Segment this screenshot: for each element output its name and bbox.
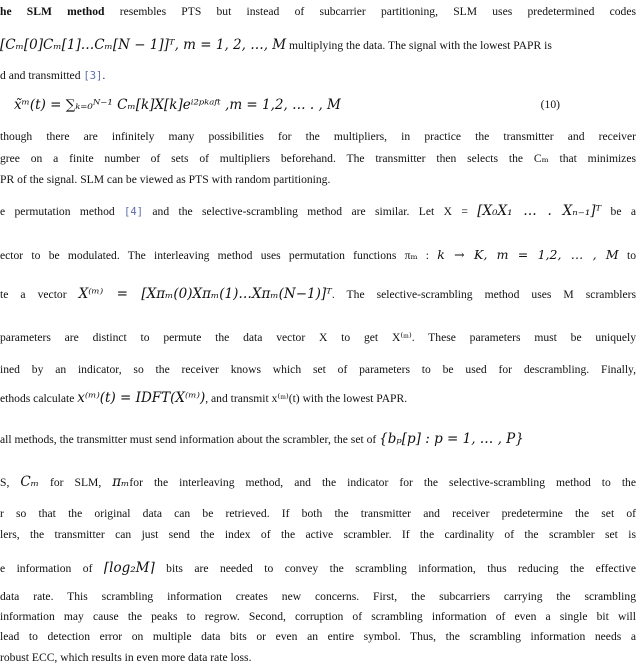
text-line xyxy=(0,37,636,53)
bold-term: he SLM method xyxy=(0,5,105,18)
text-line xyxy=(0,203,636,219)
text-span: resembles PTS but instead of subcarrier partitioning, SLM uses predetermined codes xyxy=(104,5,637,18)
text-line: though there are infinitely many possibilities for the multipliers, in practice the transmitter and receiver xyxy=(0,130,636,143)
text-line xyxy=(0,330,636,346)
text-line xyxy=(0,474,636,490)
text-line: robust ECC, which results in even more data rate loss. xyxy=(0,651,252,664)
text-line xyxy=(0,286,636,302)
text-line: information may cause the peaks to regrow. Second, corruption of scrambling information of even a single bit will xyxy=(0,610,636,623)
text-span: d and transmitted xyxy=(0,69,84,82)
text-line xyxy=(0,560,636,576)
math-expression: πₘ xyxy=(112,474,130,490)
text-span: . The selective-scrambling method uses M scramblers xyxy=(331,288,637,301)
text-line: data rate. This scrambling information creates new concerns. First, the subcarriers carrying the scrambling xyxy=(0,590,636,603)
math-expression: {bₚ[p] : p = 1, … , P} xyxy=(379,431,524,447)
text-line: gree on a finite number of sets of multipliers beforehand. The transmitter then selects the Cₘ that minimizes xyxy=(0,152,636,165)
text-line: PR of the signal. SLM can be viewed as PTS with random partitioning. xyxy=(0,173,331,186)
text-span: . xyxy=(102,69,106,82)
math-expression: Cₘ xyxy=(20,474,39,490)
equation: x̃ᵐ(t) = ∑ₖ₌₀ᴺ⁻¹ Cₘ[k]X[k]eⁱ²ᵖᵏᵃᶠᵗ ,m = 1,2, … . , M xyxy=(14,97,341,113)
citation-link[interactable]: [3] xyxy=(83,70,103,82)
text-line xyxy=(0,247,636,263)
text-span: for the interleaving method, and the indicator for the selective-scrambling method to the xyxy=(129,476,636,489)
text-line xyxy=(0,68,636,84)
math-expression: X⁽ᵐ⁾ = [Xπₘ(0)Xπₘ(1)…Xπₘ(N−1)]ᵀ xyxy=(78,286,332,302)
text-span: to xyxy=(618,249,636,262)
text-span: and the selective-scrambling method are similar. Let X = xyxy=(143,205,478,218)
text-span: all methods, the transmitter must send information about the scrambler, the set of xyxy=(0,433,380,446)
equation-number: (10) xyxy=(540,98,560,111)
text-span: parameters are distinct to permute the data vector X to get X⁽ᵐ⁾. These parameters must be uniquely xyxy=(0,331,636,344)
text-span: te a vector xyxy=(0,288,79,301)
text-line xyxy=(0,4,636,20)
text-line: ined by an indicator, so the receiver knows which set of parameters to be used for descrambling. Finally, xyxy=(0,363,636,376)
math-expression: ⌈log₂M⌉ xyxy=(103,560,155,576)
text-line: lers, the transmitter can just send the index of the active scrambler. If the cardinality of the scrambler set is xyxy=(0,528,636,541)
math-expression: x⁽ᵐ⁾(t) = IDFT(X⁽ᵐ⁾) xyxy=(77,390,206,406)
text-span: be a xyxy=(601,205,636,218)
text-span: ethods calculate xyxy=(0,392,78,405)
text-span: e information of xyxy=(0,562,104,575)
math-expression: [Cₘ[0]Cₘ[1]…Cₘ[N − 1]]ᵀ, m = 1, 2, …, M xyxy=(0,37,287,53)
text-span: for SLM, xyxy=(38,476,113,489)
text-line xyxy=(0,390,636,406)
citation-link[interactable]: [4] xyxy=(124,206,144,218)
text-line: r so that the original data can be retrieved. If both the transmitter and receiver predetermine the set of xyxy=(0,507,636,520)
math-expression: [X₀X₁ … . Xₙ₋₁]ᵀ xyxy=(477,203,602,219)
text-line xyxy=(0,431,636,447)
text-span: ector to be modulated. The interleaving method uses permutation functions πₘ : xyxy=(0,249,438,262)
text-span: , and transmit x⁽ᵐ⁾(t) with the lowest PAPR. xyxy=(205,392,408,405)
math-expression: k → K, m = 1,2, … , M xyxy=(437,247,619,262)
text-span: multiplying the data. The signal with the lowest PAPR is xyxy=(286,39,552,52)
text-span: S, xyxy=(0,476,21,489)
text-span: bits are needed to convey the scrambling information, thus reducing the effective xyxy=(154,562,636,575)
text-span: e permutation method xyxy=(0,205,125,218)
equation-line xyxy=(14,97,636,113)
text-line: lead to detection error on multiple data bits or even an entire symbol. Thus, the scrambling information needs a xyxy=(0,630,636,643)
